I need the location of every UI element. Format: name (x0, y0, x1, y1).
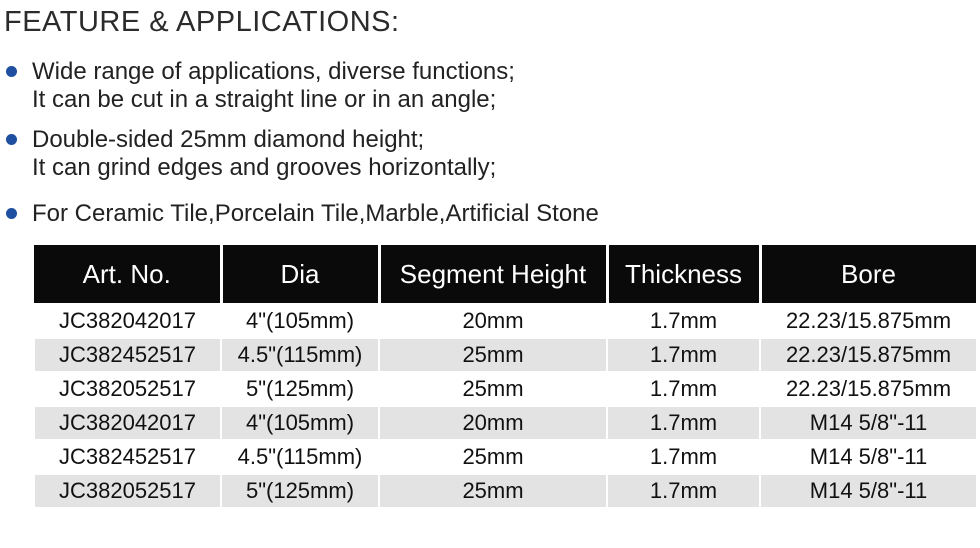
cell-segment-height: 20mm (379, 406, 607, 440)
cell-segment-height: 25mm (379, 372, 607, 406)
cell-bore: 22.23/15.875mm (760, 372, 977, 406)
cell-art-no: JC382052517 (34, 474, 221, 508)
cell-thickness: 1.7mm (607, 474, 760, 508)
cell-dia: 4"(105mm) (221, 304, 379, 338)
header-segment-height: Segment Height (379, 245, 607, 304)
header-thickness: Thickness (607, 245, 760, 304)
cell-art-no: JC382452517 (34, 338, 221, 372)
table-row (34, 304, 977, 338)
feature-line: It can grind edges and grooves horizontally; (32, 154, 497, 181)
page-title: FEATURE & APPLICATIONS: (4, 6, 400, 38)
cell-dia: 4.5"(115mm) (221, 338, 379, 372)
cell-bore: 22.23/15.875mm (760, 338, 977, 372)
table-header-row (34, 245, 977, 304)
cell-dia: 4.5"(115mm) (221, 440, 379, 474)
bullet-dot-icon (6, 66, 17, 77)
table-row (34, 338, 977, 372)
spec-table (33, 245, 976, 509)
cell-thickness: 1.7mm (607, 372, 760, 406)
cell-bore: M14 5/8"-11 (760, 474, 977, 508)
cell-segment-height: 25mm (379, 338, 607, 372)
header-art-no: Art. No. (34, 245, 221, 304)
cell-thickness: 1.7mm (607, 440, 760, 474)
cell-art-no: JC382042017 (34, 406, 221, 440)
header-dia: Dia (221, 245, 379, 304)
cell-thickness: 1.7mm (607, 406, 760, 440)
feature-item (6, 126, 496, 182)
cell-dia: 5"(125mm) (221, 474, 379, 508)
cell-segment-height: 20mm (379, 304, 607, 338)
table-row (34, 440, 977, 474)
cell-thickness: 1.7mm (607, 304, 760, 338)
cell-segment-height: 25mm (379, 440, 607, 474)
cell-bore: M14 5/8"-11 (760, 406, 977, 440)
cell-thickness: 1.7mm (607, 338, 760, 372)
feature-item (6, 200, 599, 228)
cell-art-no: JC382052517 (34, 372, 221, 406)
cell-bore: 22.23/15.875mm (760, 304, 977, 338)
table-row (34, 406, 977, 440)
bullet-dot-icon (6, 208, 17, 219)
feature-line: Wide range of applications, diverse functions; (32, 58, 515, 85)
cell-art-no: JC382042017 (34, 304, 221, 338)
cell-segment-height: 25mm (379, 474, 607, 508)
table-row (34, 372, 977, 406)
feature-line: Double-sided 25mm diamond height; (32, 126, 425, 153)
feature-line: It can be cut in a straight line or in an angle; (32, 86, 497, 113)
cell-dia: 5"(125mm) (221, 372, 379, 406)
cell-bore: M14 5/8"-11 (760, 440, 977, 474)
table-row (34, 474, 977, 508)
feature-item (6, 58, 515, 114)
cell-art-no: JC382452517 (34, 440, 221, 474)
bullet-dot-icon (6, 134, 17, 145)
feature-line: For Ceramic Tile,Porcelain Tile,Marble,Artificial Stone (32, 200, 599, 227)
cell-dia: 4"(105mm) (221, 406, 379, 440)
header-bore: Bore (760, 245, 977, 304)
